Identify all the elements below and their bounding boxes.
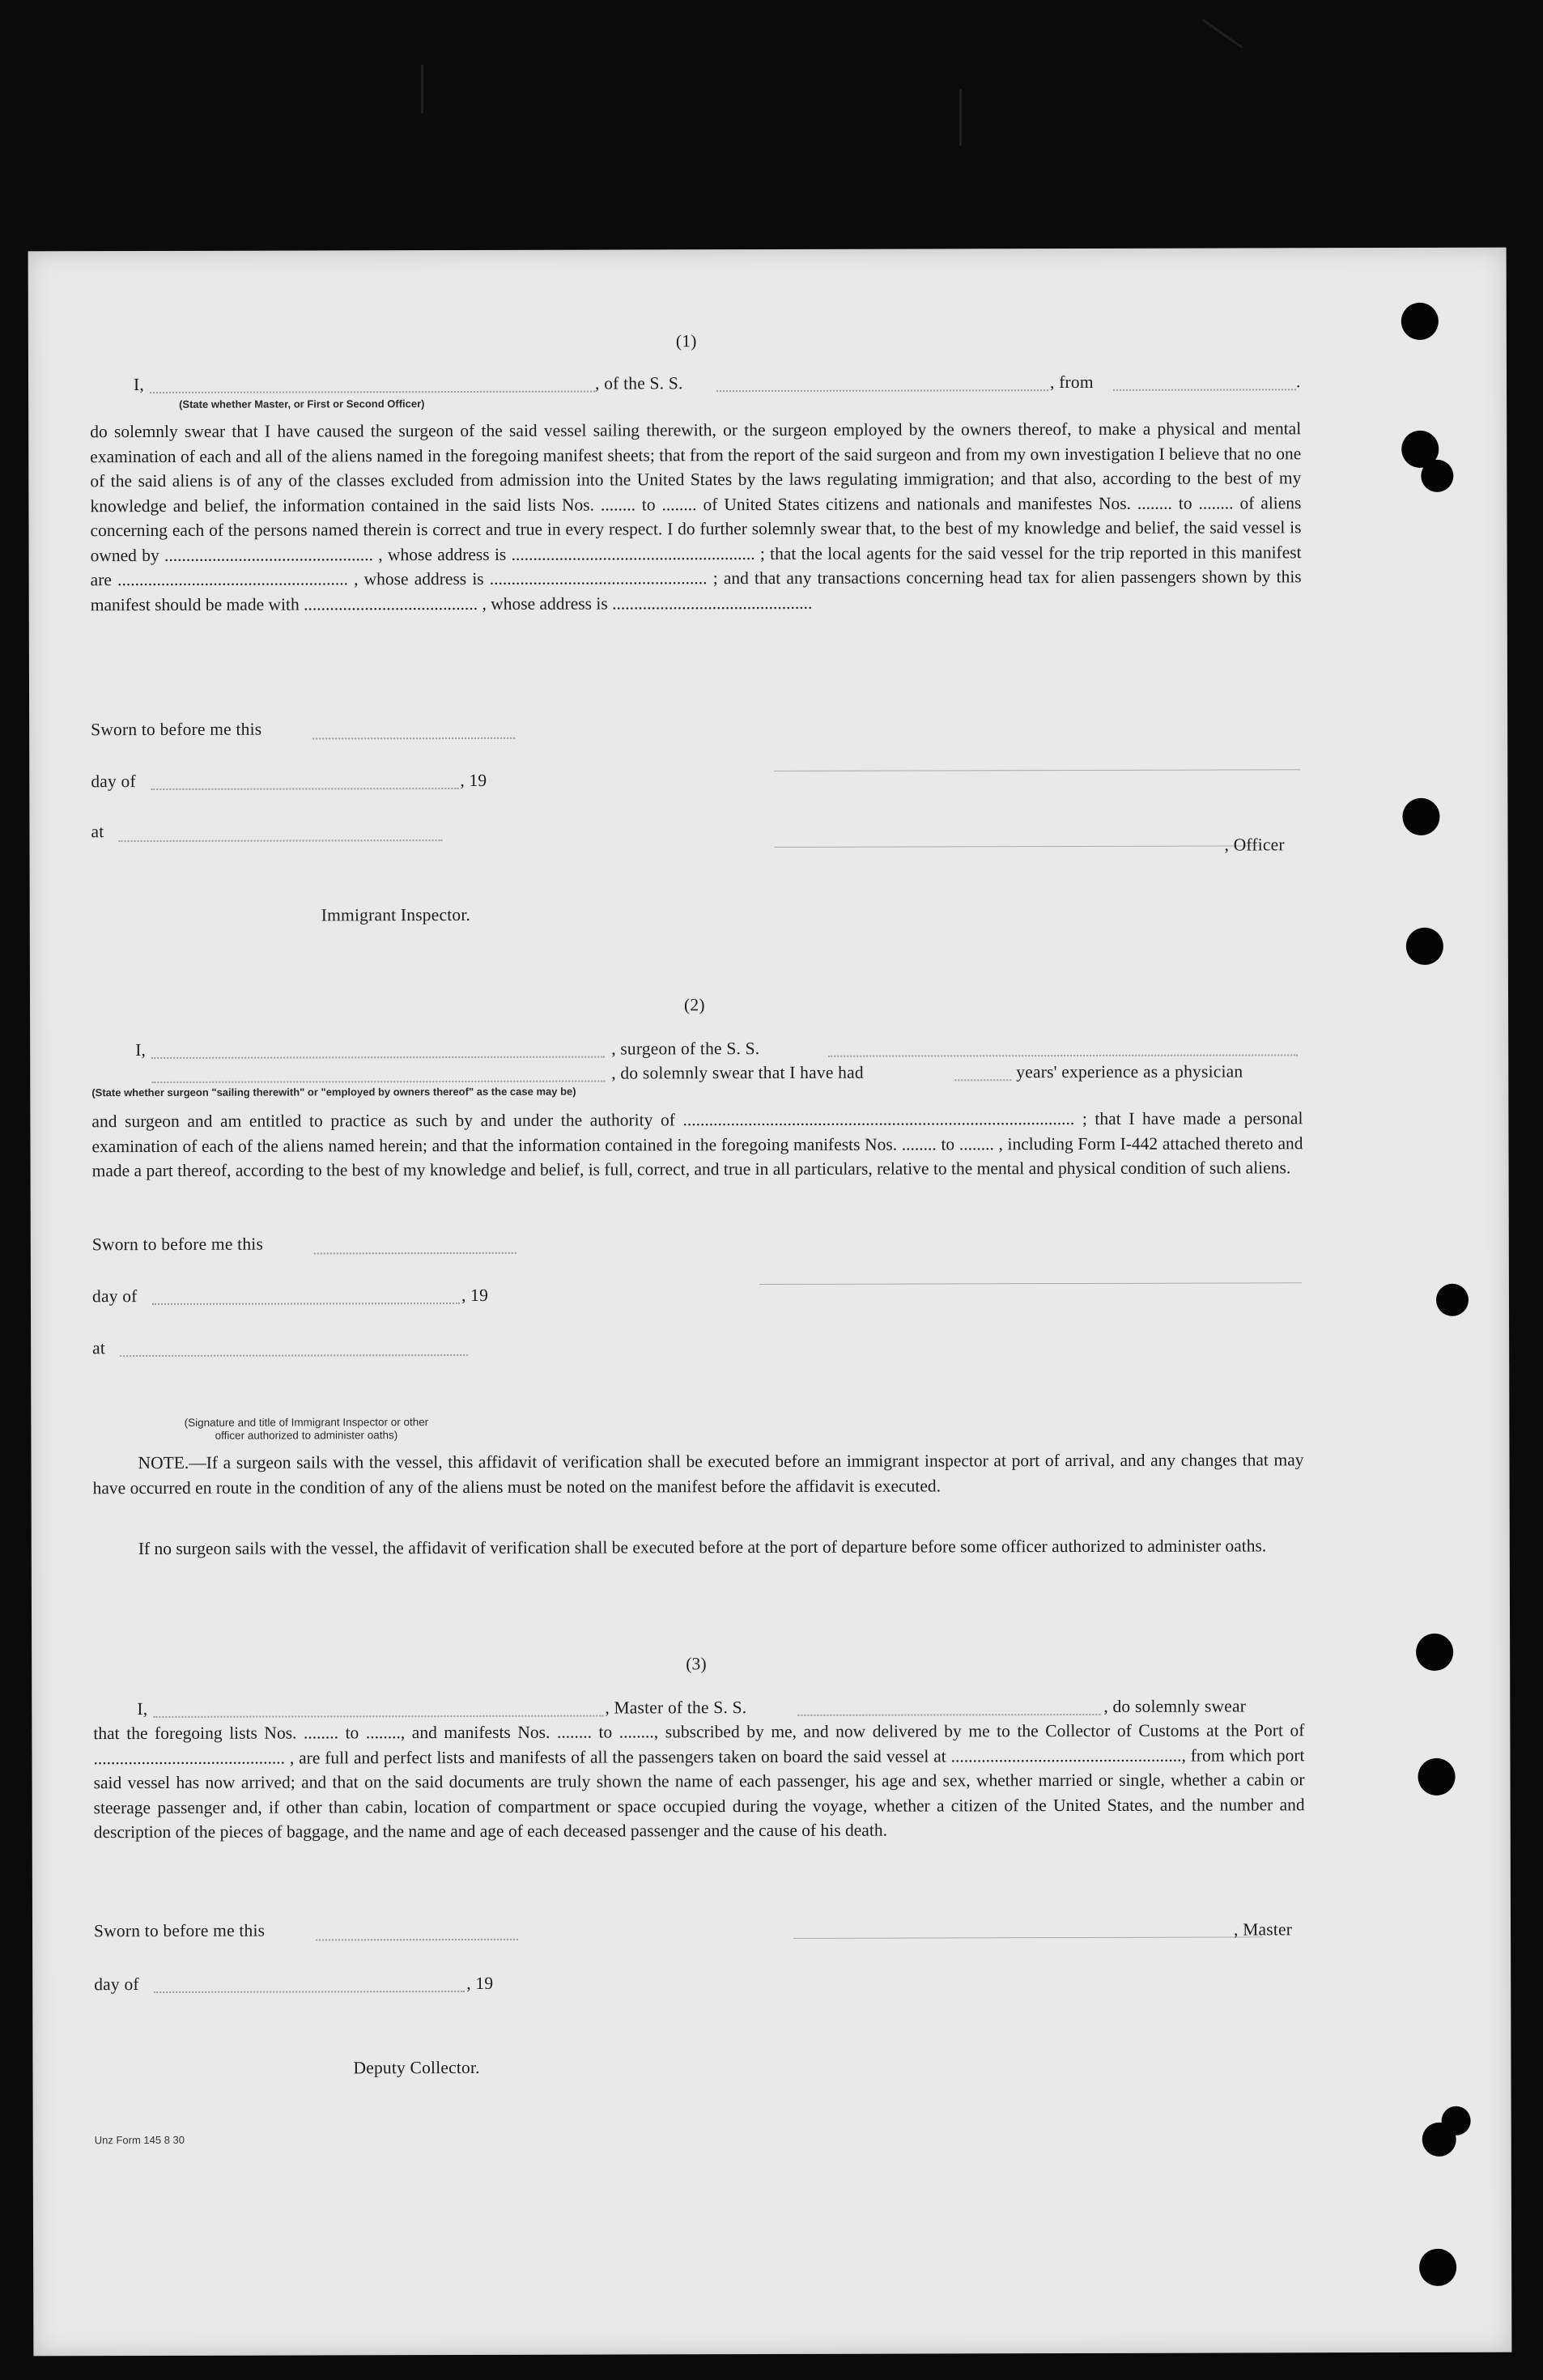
master-signature-line — [793, 1936, 1263, 1939]
scan-streak — [1202, 19, 1243, 49]
month-field-3 — [154, 1991, 465, 1993]
scan-streak — [421, 65, 423, 113]
inspector-label: Immigrant Inspector. — [321, 904, 471, 925]
section-1-year: , 19 — [460, 770, 487, 790]
master-swear-label: , do solemnly swear — [1103, 1696, 1247, 1716]
surgeon-note-text: NOTE.—If a surgeon sails with the vessel, this affidavit of verification shall be executed before an immigrant inspector at port of arrival, and any changes that may have occurred en route in the condition of any of the aliens must be noted on the manifest before the affidavit is executed. — [92, 1450, 1304, 1498]
officer-label: , Officer — [1224, 835, 1285, 855]
section-2-sworn: Sworn to before me this — [91, 1234, 264, 1255]
form-number: Unz Form 145 8 30 — [94, 2133, 185, 2147]
month-field-2 — [152, 1303, 460, 1305]
ss-label: , of the S. S. — [594, 373, 683, 393]
section-3-day-of: day of — [94, 1974, 139, 1995]
deputy-label: Deputy Collector. — [353, 2057, 480, 2078]
surgeon-swear-line: , do solemnly swear that I have had — [611, 1062, 864, 1083]
punch-hole — [1416, 1634, 1453, 1671]
punch-hole — [1442, 2106, 1471, 2136]
sworn-day-field — [312, 737, 515, 740]
section-3-pronoun: I, — [137, 1699, 148, 1719]
section-3-year: , 19 — [466, 1973, 494, 1993]
punch-hole — [1402, 798, 1439, 835]
surgeon-name-field — [151, 1056, 605, 1059]
vessel-name-field — [716, 389, 1048, 392]
master-label: , Master of the S. S. — [605, 1698, 747, 1718]
rank-field — [150, 391, 595, 393]
rank-note: (State whether Master, or First or Second Officer) — [179, 397, 425, 410]
section-2-at: at — [92, 1338, 106, 1358]
document-page — [28, 248, 1512, 2357]
place-field — [119, 839, 443, 842]
section-1-sworn: Sworn to before me this — [91, 719, 262, 740]
section-1-pronoun: I, — [133, 375, 145, 395]
years-field — [954, 1079, 1011, 1081]
section-2-number: (2) — [684, 995, 705, 1015]
section-1-day-of: day of — [91, 771, 136, 792]
sworn-day-field-3 — [316, 1939, 518, 1941]
section-1-body: do solemnly swear that I have caused the surgeon of the said vessel sailing therewith, or the surgeon employed by the owners thereof, to make a physical and mental examination of each and all of the aliens named in the foregoing manifest sheets; that from the report of the said surgeon and from my own investigation I believe that no one of the said aliens is of any of the classes excluded from admission into the United States by the laws regulating immigration; and that also, according to the best of my knowledge and belief, the information contained in the said lists Nos. ........ to ........ of United States citizens and nationals and manifestes Nos. ........ to ........ of aliens concerning each of the persons named therein is correct and true in every respect. I do further solemnly swear that, to the best of my knowledge and belief, the said vessel is owned by ................................................ , whose address is ........................................................ ; that the local agents for the said vessel for the trip reported in this manifest are ..................................................... , whose address is .................................................. ; and that any transactions concerning head tax for alien passengers shown by this manifest should be made with ........................................ , whose address is .............................................. — [90, 419, 1302, 614]
section-3-number: (3) — [686, 1654, 707, 1674]
master-vessel-field — [797, 1714, 1100, 1716]
surgeon-note-paragraph — [92, 1447, 1303, 1500]
surgeon-label: , surgeon of the S. S. — [611, 1039, 760, 1059]
place-field-2 — [120, 1354, 468, 1357]
no-surgeon-note-text: If no surgeon sails with the vessel, the affidavit of verification shall be executed before at the port of departure before some officer authorized to administer oaths. — [138, 1536, 1267, 1559]
officer-signature-line — [775, 845, 1260, 848]
section-3-body: that the foregoing lists Nos. ........ to ........, and manifests Nos. ........ to ........, subscribed by me, and now delivered by me to the Collector of Customs at the Port of ............................................ , are full and perfect lists and manifests of all the passengers taken on board the said vessel at ....................................................., from which port said vessel has now arrived; and that on the said documents are truly shown the name of each passenger, his age and sex, whether married or single, whether a cabin or steerage passenger and, if other than cabin, location of compartment or space occupied during the voyage, whether a citizen of the United States, and the number and description of the pieces of baggage, and the name and age of each deceased passenger and the cause of his death. — [93, 1720, 1305, 1842]
section-1-at: at — [91, 822, 104, 842]
section-1-number: (1) — [675, 331, 697, 351]
punch-hole — [1421, 460, 1453, 492]
punch-hole — [1436, 1284, 1469, 1316]
section-3-sworn: Sworn to before me this — [94, 1920, 266, 1941]
section-2-year: , 19 — [461, 1285, 489, 1305]
section-2-body: and surgeon and am entitled to practice as such by and under the authority of .......................................................................................... ; that I have made a personal examination of each of the aliens named herein; and that the information contained in the foregoing manifests Nos. ........ to ........ , including Form I-442 attached thereto and made a part thereof, according to the best of my knowledge and belief, is full, correct, and true in all particulars, relative to the mental and physical condition of such aliens. — [91, 1108, 1303, 1181]
punch-hole — [1401, 303, 1439, 340]
from-label: , from — [1049, 372, 1094, 393]
master-name-field — [153, 1715, 603, 1718]
month-field — [151, 788, 458, 790]
section-2-day-of: day of — [91, 1286, 138, 1307]
surgeon-type-note: (State whether surgeon "sailing therewith" or "employed by owners thereof" as the case may be) — [91, 1085, 576, 1099]
section-2-pronoun: I, — [135, 1040, 147, 1060]
surgeon-type-field — [151, 1081, 605, 1083]
sworn-day-field-2 — [314, 1252, 516, 1255]
punch-hole — [1418, 1758, 1455, 1796]
signature-line — [774, 769, 1300, 771]
signature-note-line-1: (Signature and title of Immigrant Inspector or other — [184, 1416, 429, 1429]
from-port-field — [1113, 389, 1296, 391]
signature-note-line-2: officer authorized to administer oaths) — [215, 1429, 398, 1442]
years-label: years' experience as a physician — [1016, 1061, 1243, 1082]
intro-end: . — [1295, 372, 1301, 392]
master-signature-label: , Master — [1234, 1919, 1293, 1940]
surgeon-signature-line — [759, 1282, 1302, 1285]
punch-hole — [1419, 2249, 1456, 2286]
no-surgeon-note-paragraph — [93, 1533, 1304, 1561]
surgeon-vessel-field — [828, 1054, 1298, 1057]
punch-hole — [1406, 928, 1443, 965]
scan-streak — [959, 89, 962, 146]
